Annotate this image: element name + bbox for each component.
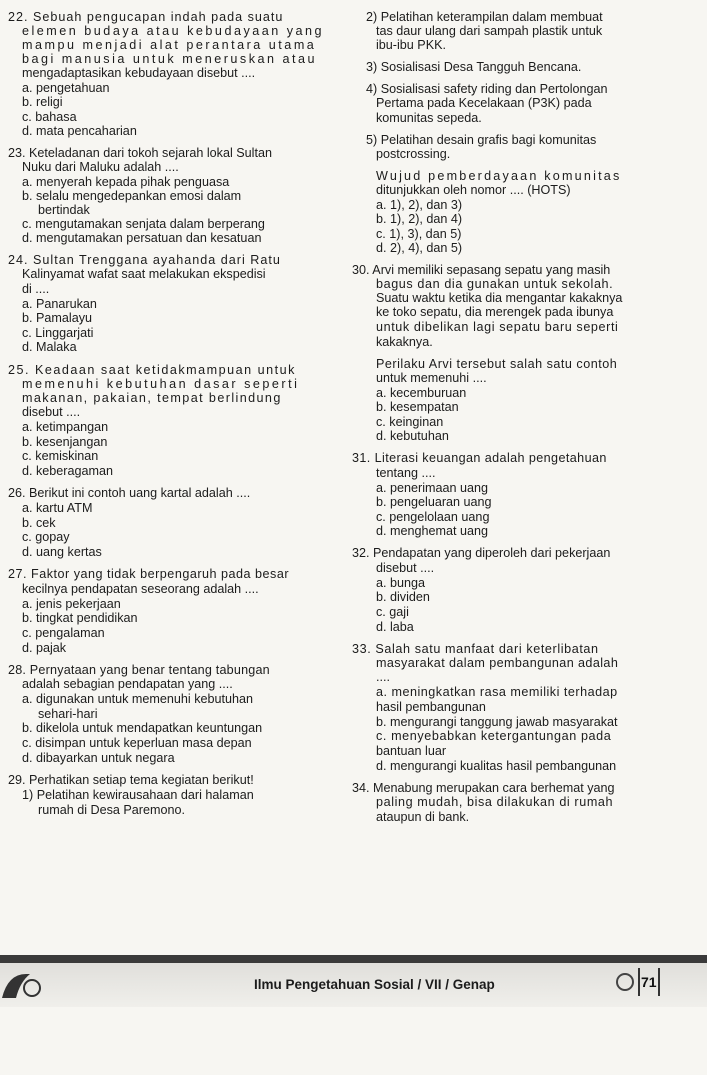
text-line: d. pajak: [22, 641, 67, 655]
text-line: d. mengutamakan persatuan dan kesatuan: [22, 231, 262, 245]
text-line: 31. Literasi keuangan adalah pengetahuan: [352, 451, 607, 465]
text-line: Suatu waktu ketika dia mengantar kakaknya: [376, 291, 623, 305]
text-line: c. pengalaman: [22, 626, 105, 640]
text-line: a. 1), 2), dan 3): [376, 198, 463, 212]
text-line: a. ketimpangan: [22, 420, 109, 434]
text-line: c. pengelolaan uang: [376, 510, 490, 524]
text-line: b. pengeluaran uang: [376, 495, 492, 509]
text-line: 25. Keadaan saat ketidakmampuan untuk: [8, 363, 296, 377]
text-line: a. pengetahuan: [22, 81, 110, 95]
page-number: 71: [641, 974, 657, 990]
text-line: a. jenis pekerjaan: [22, 597, 121, 611]
text-line: ke toko sepatu, dia merengek pada ibunya: [376, 305, 614, 319]
text-line: b. tingkat pendidikan: [22, 611, 138, 625]
text-line: masyarakat dalam pembangunan adalah: [376, 656, 619, 670]
text-line: 30. Arvi memiliki sepasang sepatu yang masih: [352, 263, 611, 277]
text-line: d. menghemat uang: [376, 524, 489, 538]
text-line: b. kesenjangan: [22, 435, 108, 449]
text-line: 22. Sebuah pengucapan indah pada suatu: [8, 10, 284, 24]
text-line: d. 2), 4), dan 5): [376, 241, 463, 255]
text-line: b. dividen: [376, 590, 430, 604]
text-line: Pertama pada Kecelakaan (P3K) pada: [376, 96, 592, 110]
text-line: 26. Berikut ini contoh uang kartal adalah ....: [8, 486, 251, 500]
text-line: c. kemiskinan: [22, 449, 99, 463]
text-line: c. menyebabkan ketergantungan pada: [376, 729, 612, 743]
text-line: 33. Salah satu manfaat dari keterlibatan: [352, 642, 599, 656]
text-line: c. 1), 3), dan 5): [376, 227, 462, 241]
text-line: rumah di Desa Paremono.: [38, 803, 185, 817]
text-line: elemen budaya atau kebudayaan yang: [22, 24, 325, 38]
text-line: kakaknya.: [376, 335, 433, 349]
text-line: 27. Faktor yang tidak berpengaruh pada besar: [8, 567, 290, 581]
text-line: c. gopay: [22, 530, 70, 544]
text-line: c. mengutamakan senjata dalam berperang: [22, 217, 265, 231]
text-line: postcrossing.: [376, 147, 451, 161]
text-line: bagi manusia untuk meneruskan atau: [22, 52, 318, 66]
footer-logo-icon: [0, 968, 50, 1004]
text-line: b. mengurangi tanggung jawab masyarakat: [376, 715, 618, 729]
text-line: b. religi: [22, 95, 63, 109]
text-line: d. mengurangi kualitas hasil pembangunan: [376, 759, 617, 773]
text-line: memenuhi kebutuhan dasar seperti: [22, 377, 300, 391]
text-line: komunitas sepeda.: [376, 111, 482, 125]
text-line: Nuku dari Maluku adalah ....: [22, 160, 179, 174]
text-line: c. keinginan: [376, 415, 444, 429]
text-line: 5) Pelatihan desain grafis bagi komunitas: [366, 133, 597, 147]
footer-title: Ilmu Pengetahuan Sosial / VII / Genap: [254, 977, 495, 992]
text-line: makanan, pakaian, tempat berlindung: [22, 391, 282, 405]
text-line: c. disimpan untuk keperluan masa depan: [22, 736, 252, 750]
text-line: d. keberagaman: [22, 464, 114, 478]
text-line: disebut ....: [22, 405, 81, 419]
text-line: 34. Menabung merupakan cara berhemat yang: [352, 781, 615, 795]
text-line: b. 1), 2), dan 4): [376, 212, 463, 226]
text-line: b. selalu mengedepankan emosi dalam: [22, 189, 242, 203]
text-line: a. meningkatkan rasa memiliki terhadap: [376, 685, 618, 699]
text-line: 24. Sultan Trenggana ayahanda dari Ratu: [8, 253, 281, 267]
text-line: adalah sebagian pendapatan yang ....: [22, 677, 233, 691]
text-line: 1) Pelatihan kewirausahaan dari halaman: [22, 788, 254, 802]
text-line: ....: [376, 670, 390, 684]
text-line: a. penerimaan uang: [376, 481, 489, 495]
text-line: 28. Pernyataan yang benar tentang tabungan: [8, 663, 270, 677]
text-line: a. kecemburuan: [376, 386, 467, 400]
text-line: untuk memenuhi ....: [376, 371, 487, 385]
text-line: Wujud pemberdayaan komunitas: [376, 169, 622, 183]
text-line: a. Panarukan: [22, 297, 97, 311]
text-line: ataupun di bank.: [376, 810, 470, 824]
text-line: hasil pembangunan: [376, 700, 486, 714]
text-line: c. Linggarjati: [22, 326, 94, 340]
text-line: tas daur ulang dari sampah plastik untuk: [376, 24, 603, 38]
text-line: b. Pamalayu: [22, 311, 93, 325]
text-line: a. menyerah kepada pihak penguasa: [22, 175, 230, 189]
text-line: 2) Pelatihan keterampilan dalam membuat: [366, 10, 603, 24]
text-line: 32. Pendapatan yang diperoleh dari pekerjaan: [352, 546, 611, 560]
text-line: di ....: [22, 282, 50, 296]
text-line: Perilaku Arvi tersebut salah satu contoh: [376, 357, 618, 371]
text-line: untuk dibelikan lagi sepatu baru seperti: [376, 320, 619, 334]
text-line: tentang ....: [376, 466, 436, 480]
page-marker-icon: [616, 973, 634, 991]
text-line: d. dibayarkan untuk negara: [22, 751, 175, 765]
text-line: Kalinyamat wafat saat melakukan ekspedisi: [22, 267, 266, 281]
text-line: d. laba: [376, 620, 414, 634]
text-line: ditunjukkan oleh nomor .... (HOTS): [376, 183, 571, 197]
text-line: 23. Keteladanan dari tokoh sejarah lokal Sultan: [8, 146, 272, 160]
text-line: b. cek: [22, 516, 56, 530]
footer-divider: [0, 955, 707, 963]
text-line: a. kartu ATM: [22, 501, 93, 515]
text-line: c. gaji: [376, 605, 409, 619]
text-line: mengadaptasikan kebudayaan disebut ....: [22, 66, 256, 80]
text-line: ibu-ibu PKK.: [376, 38, 447, 52]
text-line: bertindak: [38, 203, 90, 217]
text-line: paling mudah, bisa dilakukan di rumah: [376, 795, 614, 809]
text-line: d. Malaka: [22, 340, 77, 354]
text-line: c. bahasa: [22, 110, 77, 124]
text-line: bantuan luar: [376, 744, 447, 758]
text-line: d. mata pencaharian: [22, 124, 137, 138]
text-line: 4) Sosialisasi safety riding dan Pertolongan: [366, 82, 608, 96]
text-line: a. bunga: [376, 576, 426, 590]
text-line: 3) Sosialisasi Desa Tangguh Bencana.: [366, 60, 582, 74]
text-line: b. dikelola untuk mendapatkan keuntungan: [22, 721, 263, 735]
text-line: d. uang kertas: [22, 545, 102, 559]
text-line: bagus dan dia gunakan untuk sekolah.: [376, 277, 614, 291]
text-line: a. digunakan untuk memenuhi kebutuhan: [22, 692, 254, 706]
text-line: b. kesempatan: [376, 400, 459, 414]
text-line: mampu menjadi alat perantara utama: [22, 38, 317, 52]
text-line: 29. Perhatikan setiap tema kegiatan berikut!: [8, 773, 254, 787]
text-line: disebut ....: [376, 561, 435, 575]
text-line: sehari-hari: [38, 707, 98, 721]
text-line: d. kebutuhan: [376, 429, 449, 443]
text-line: kecilnya pendapatan seseorang adalah ....: [22, 582, 259, 596]
